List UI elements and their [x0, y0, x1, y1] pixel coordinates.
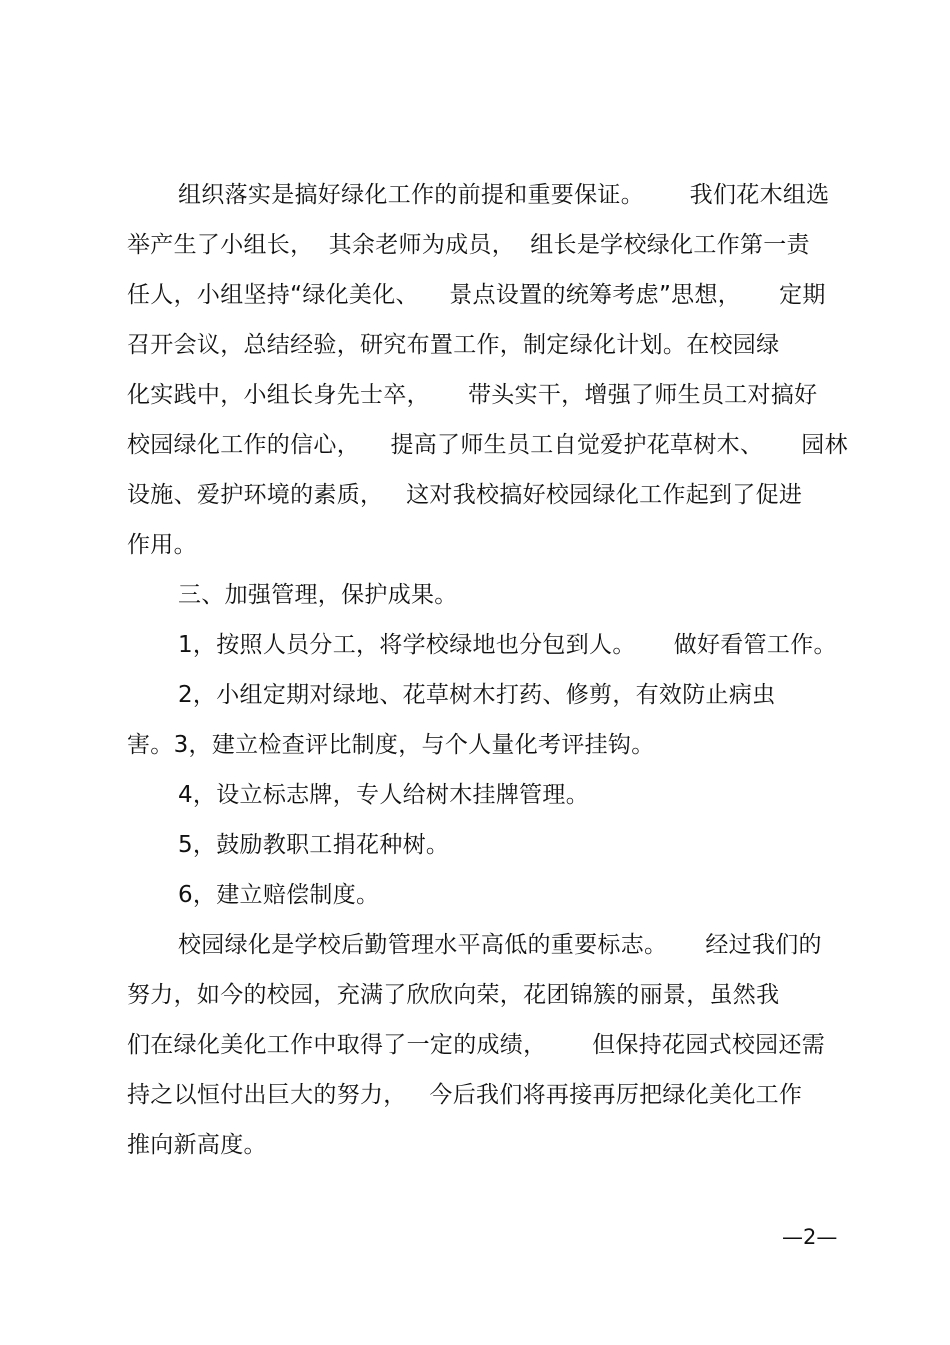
- paragraph-line-4: 召开会议，总结经验，研究布置工作，制定绿化计划。在校园绿: [127, 332, 780, 358]
- page-number: —2—: [782, 1225, 838, 1249]
- closing-line-1: 校园绿化是学校后勤管理水平高低的重要标志。 经过我们的: [178, 932, 822, 958]
- paragraph-line-8: 作用。: [127, 532, 197, 558]
- list-item-3: 害。3，建立检查评比制度，与个人量化考评挂钩。: [127, 732, 655, 758]
- paragraph-line-2: 举产生了小组长， 其余老师为成员， 组长是学校绿化工作第一责: [127, 232, 810, 258]
- list-item-6: 6，建立赔偿制度。: [178, 882, 380, 908]
- closing-line-3: 们在绿化美化工作中取得了一定的成绩， 但保持花园式校园还需: [127, 1032, 826, 1058]
- closing-line-4: 持之以恒付出巨大的努力， 今后我们将再接再厉把绿化美化工作: [127, 1082, 803, 1108]
- list-item-2: 2，小组定期对绿地、花草树木打药、修剪，有效防止病虫: [178, 682, 776, 708]
- paragraph-line-5: 化实践中，小组长身先士卒， 带头实干，增强了师生员工对搞好: [127, 382, 818, 408]
- closing-line-2: 努力，如今的校园，充满了欣欣向荣，花团锦簇的丽景，虽然我: [127, 982, 780, 1008]
- closing-line-5: 推向新高度。: [127, 1132, 267, 1158]
- paragraph-line-7: 设施、爱护环境的素质， 这对我校搞好校园绿化工作起到了促进: [127, 482, 803, 508]
- paragraph-line-6: 校园绿化工作的信心， 提高了师生员工自觉爱护花草树木、 园林: [127, 432, 848, 458]
- list-item-1: 1，按照人员分工，将学校绿地也分包到人。 做好看管工作。: [178, 632, 837, 658]
- paragraph-line-1: 组织落实是搞好绿化工作的前提和重要保证。 我们花木组选: [178, 182, 830, 208]
- paragraph-line-3: 任人，小组坚持“绿化美化、 景点设置的统筹考虑”思想， 定期: [127, 282, 826, 308]
- list-item-5: 5，鼓励教职工捐花种树。: [178, 832, 450, 858]
- list-item-4: 4，设立标志牌，专人给树木挂牌管理。: [178, 782, 590, 808]
- section-heading: 三、加强管理，保护成果。: [178, 582, 458, 608]
